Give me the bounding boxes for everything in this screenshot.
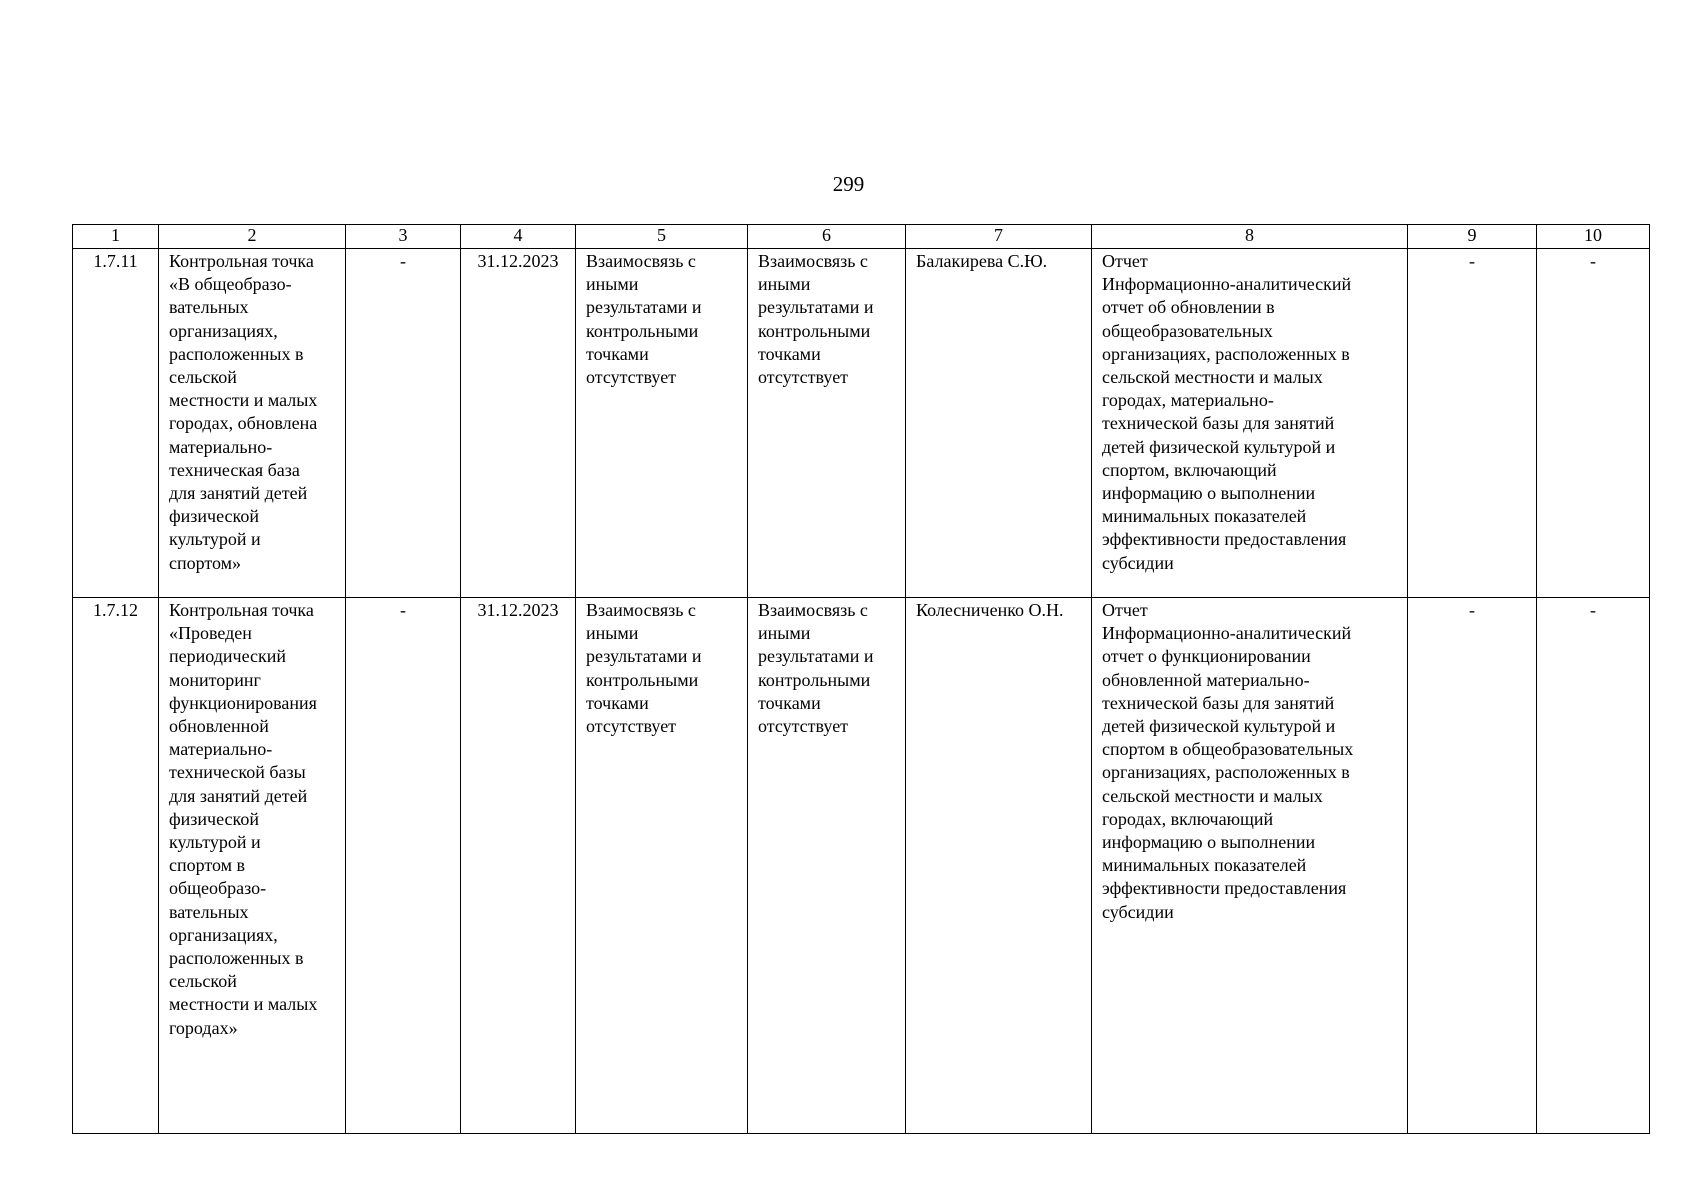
column-header: 1 xyxy=(73,225,159,249)
relationship-text: Взаимосвязь с иными результатами и контрольными точками отсутствует xyxy=(576,598,748,1134)
cell-col3: - xyxy=(346,598,461,1134)
row-number: 1.7.12 xyxy=(73,598,159,1134)
column-header: 2 xyxy=(159,225,346,249)
column-header: 6 xyxy=(748,225,906,249)
cell-col10: - xyxy=(1537,249,1650,598)
column-header: 9 xyxy=(1408,225,1537,249)
deadline-date: 31.12.2023 xyxy=(461,249,576,598)
relationship-text: Взаимосвязь с иными результатами и контрольными точками отсутствует xyxy=(576,249,748,598)
column-header: 5 xyxy=(576,225,748,249)
header-row xyxy=(73,225,1650,249)
report-description: Отчет Информационно-аналитический отчет о функционировании обновленной материально- технической базы для занятий детей физической культурой и спортом в общеобразовательных организациях, расположенных в сельской местности и малых городах, включающий информацию о выполнении минимальных показателей эффективности предоставления субсидии xyxy=(1092,598,1408,1134)
column-header: 7 xyxy=(906,225,1092,249)
relationship-text: Взаимосвязь с иными результатами и контрольными точками отсутствует xyxy=(748,249,906,598)
report-description: Отчет Информационно-аналитический отчет об обновлении в общеобразовательных организациях, расположенных в сельской местности и малых городах, материально- технической базы для занятий детей физической культурой и спортом, включающий информацию о выполнении минимальных показателей эффективности предоставления субсидии xyxy=(1092,249,1408,598)
table-row xyxy=(73,249,1650,598)
control-point-name: Контрольная точка «В общеобразо- вательных организациях, расположенных в сельской местности и малых городах, обновлена материально- техническая база для занятий детей физической культурой и спортом» xyxy=(159,249,346,598)
cell-col9: - xyxy=(1408,249,1537,598)
relationship-text: Взаимосвязь с иными результатами и контрольными точками отсутствует xyxy=(748,598,906,1134)
cell-col3: - xyxy=(346,249,461,598)
cell-col9: - xyxy=(1408,598,1537,1134)
column-header: 4 xyxy=(461,225,576,249)
column-header: 10 xyxy=(1537,225,1650,249)
responsible-person: Балакирева С.Ю. xyxy=(906,249,1092,598)
deadline-date: 31.12.2023 xyxy=(461,598,576,1134)
column-header: 8 xyxy=(1092,225,1408,249)
cell-col10: - xyxy=(1537,598,1650,1134)
column-header: 3 xyxy=(346,225,461,249)
page-number: 299 xyxy=(832,172,865,196)
responsible-person: Колесниченко О.Н. xyxy=(906,598,1092,1134)
table-row xyxy=(73,598,1650,1134)
plan-table xyxy=(72,224,1650,1134)
control-point-name: Контрольная точка «Проведен периодический мониторинг функционирования обновленной материально- технической базы для занятий детей физической культурой и спортом в общеобразо- вательных организациях, расположенных в сельской местности и малых городах» xyxy=(159,598,346,1134)
row-number: 1.7.11 xyxy=(73,249,159,598)
